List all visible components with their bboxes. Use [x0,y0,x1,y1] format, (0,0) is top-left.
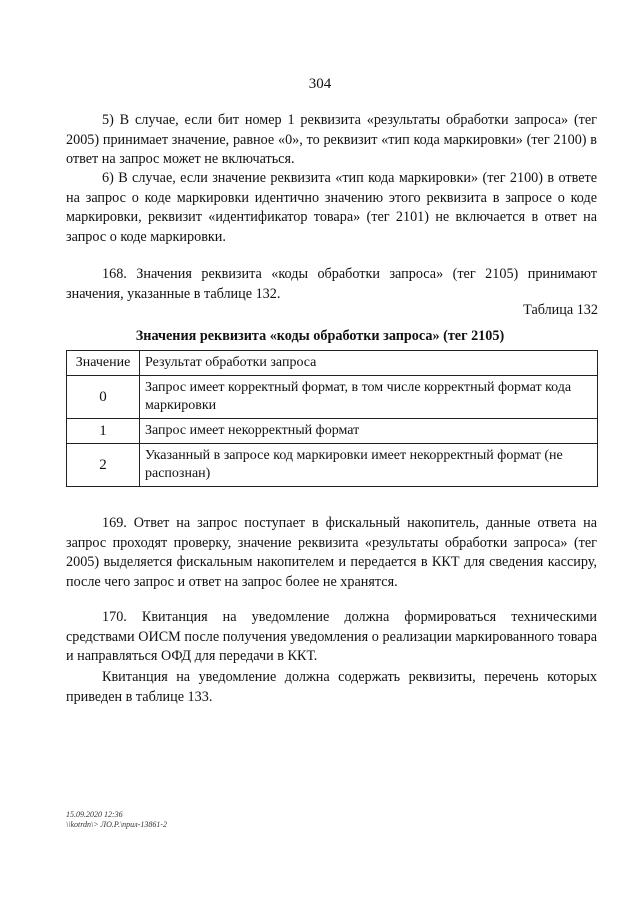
codes-table [66,350,598,487]
row-code: 2 [67,444,140,487]
table-row [67,376,598,419]
paragraph-169: 169. Ответ на запрос поступает в фискальный накопитель, данные ответа на запрос проходят проверку, значение реквизита «результаты обработки запроса» (тег 2005) выделяется фискальным накопителем и передается в ККТ для сведения кассиру, после чего запрос и ответ на запрос более не хранятся. [66,515,597,590]
page-number: 304 [308,76,332,92]
row-description: Запрос имеет корректный формат, в том числе корректный формат кода маркировки [140,376,598,419]
row-code: 0 [67,376,140,419]
table-title: Значения реквизита «коды обработки запроса» (тег 2105) [135,328,505,344]
table-label: Таблица 132 [523,302,598,318]
paragraph-5: 5) В случае, если бит номер 1 реквизита «результаты обработки запроса» (тег 2005) принимает значение, равное «0», то реквизит «тип кода маркировки» (тег 2100) в ответ на запрос может не включаться. [66,112,597,167]
table-header-row [67,351,598,376]
paragraph-receipt: Квитанция на уведомление должна содержать реквизиты, перечень которых приведен в таблице 133. [66,669,597,705]
table-row [67,419,598,444]
paragraph-6: 6) В случае, если значение реквизита «тип кода маркировки» (тег 2100) в ответе на запрос о коде маркировки идентично значению этого реквизита в запросе о коде маркировки, реквизит «идентификатор товара» (тег 2101) не включается в ответ на запрос о коде маркировки. [66,170,597,245]
header-result: Результат обработки запроса [140,351,598,376]
row-code: 1 [67,419,140,444]
paragraph-168: 168. Значения реквизита «коды обработки запроса» (тег 2105) принимают значения, указанные в таблице 132. [66,266,597,302]
row-description: Указанный в запросе код маркировки имеет некорректный формат (не распознан) [140,444,598,487]
footer-stamp [66,810,167,830]
footer-path: \\kotrdn\> ЛО.Р.\прил-13861-2 [66,820,167,829]
table-row [67,444,598,487]
header-value: Значение [67,351,140,376]
footer-date: 15.09.2020 12:36 [66,810,123,819]
paragraph-170: 170. Квитанция на уведомление должна формироваться техническими средствами ОИСМ после получения уведомления о реализации маркированного товара и направляться ОФД для передачи в ККТ. [66,609,597,664]
row-description: Запрос имеет некорректный формат [140,419,598,444]
